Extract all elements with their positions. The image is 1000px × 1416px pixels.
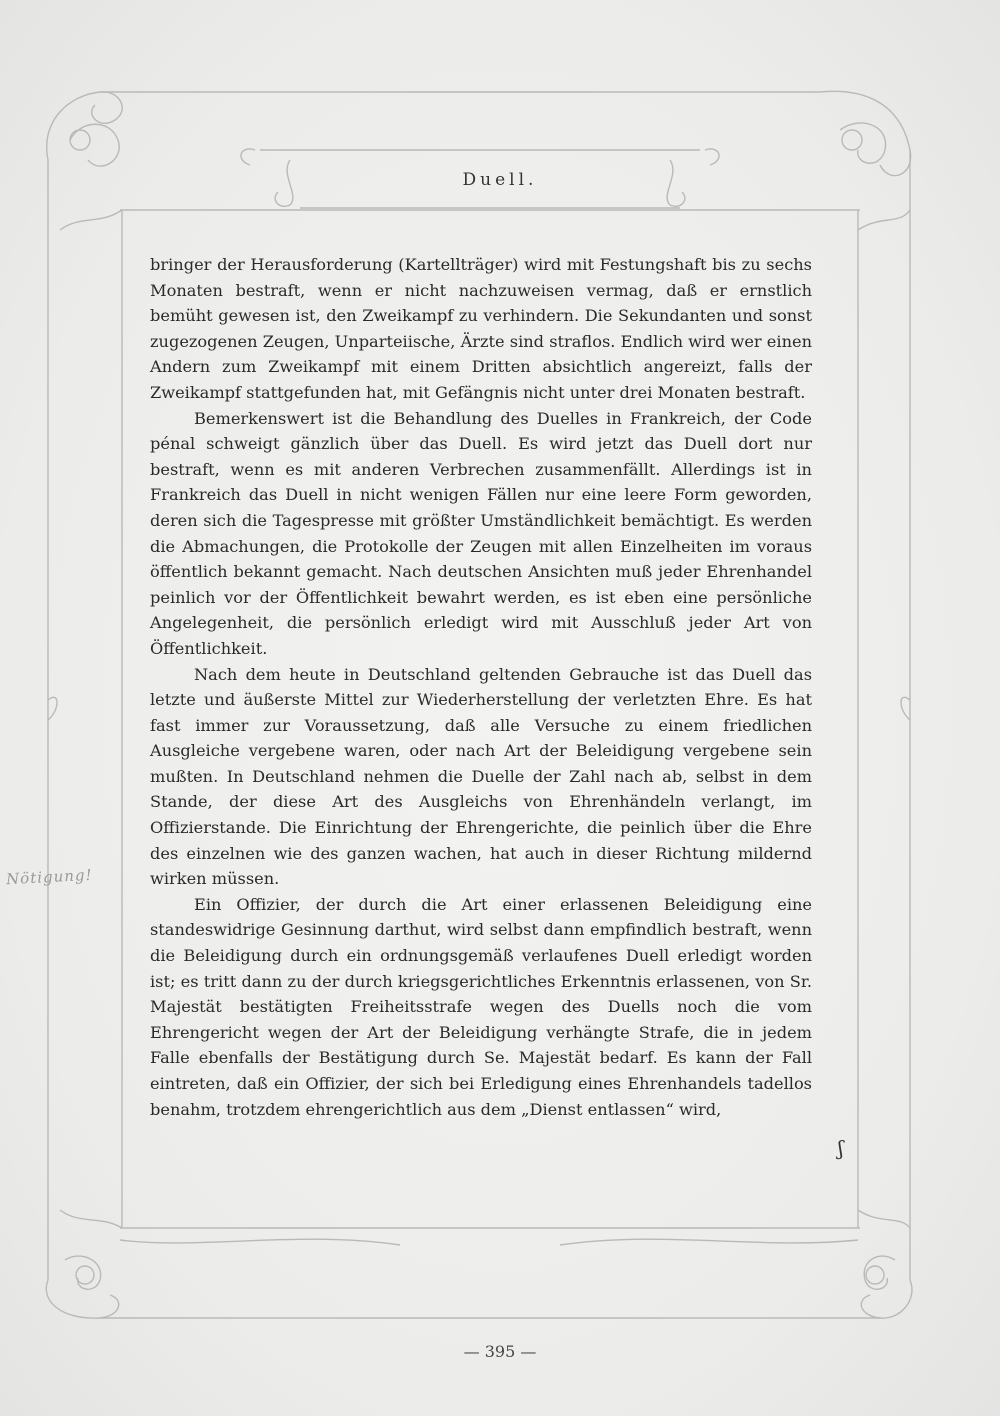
paragraph-2: Bemerkenswert ist die Behandlung des Duelles in Frankreich, der Code pénal schweigt gänzlich über das Duell. Es wird jetzt das Duell dort nur bestraft, wenn es mit anderen Verbrechen zusammenfällt. Allerdings ist in Frankreich das Duell in nicht wenigen Fällen nur eine leere Form geworden, deren sich die Tagespresse mit größter Umständlichkeit bemächtigt. Es werden die Abmachungen, die Protokolle der Zeugen mit allen Einzelheiten im voraus öffentlich bekannt gemacht. Nach deutschen Ansichten muß jeder Ehrenhandel peinlich vor der Öffentlichkeit bewahrt werden, es ist eben eine persönliche Angelegenheit, die persönlich erledigt wird mit Ausschluß jeder Art von Öffentlichkeit. bbox=[150, 408, 812, 658]
paragraph-3: Nach dem heute in Deutschland geltenden Gebrauche ist das Duell das letzte und äußerste Mittel zur Wiederherstellung der verletzten Ehre. Es hat fast immer zur Voraussetzung, daß alle Versuche zu einem friedlichen Ausgleiche vergebene waren, oder nach Art der Beleidigung vergebene sein mußten. In Deutschland nehmen die Duelle der Zahl nach ab, selbst in dem Stande, der diese Art des Ausgleichs von Ehrenhändeln verlangt, im Offizierstande. Die Einrichtung der Ehrengerichte, die peinlich über die Ehre des einzelnen wie des ganzen wachen, hat auch in dieser Richtung mildernd wirken müssen. bbox=[150, 664, 812, 889]
body-text bbox=[150, 252, 812, 1122]
paragraph-1: bringer der Herausforderung (Kartellträger) wird mit Festungshaft bis zu sechs Monaten bestraft, wenn er nicht nachzuweisen vermag, daß er ernstlich bemüht gewesen ist, den Zweikampf zu verhindern. Die Sekundanten und sonst zugezogenen Zeugen, Unparteiische, Ärzte sind straflos. Endlich wird wer einen Andern zum Zweikampf mit einem Dritten absichtlich angereizt, falls der Zweikampf stattgefunden hat, mit Gefängnis nicht unter drei Monaten bestraft. bbox=[150, 255, 812, 402]
page-header-title: Duell. bbox=[462, 170, 538, 190]
page-number: — 395 — bbox=[463, 1342, 537, 1361]
margin-annotation: Nötigung! bbox=[5, 865, 93, 889]
paragraph-4: Ein Offizier, der durch die Art einer erlassenen Beleidigung eine standeswidrige Gesinnung darthut, wird selbst dann empfindlich bestraft, wenn die Beleidigung durch ein ordnungsgemäß verlaufenes Duell erledigt worden ist; es tritt dann zu der durch kriegsgerichtliches Erkenntnis erlassenen, von Sr. Majestät bestätigten Freiheitsstrafe wegen des Duells noch die vom Ehrengericht wegen der Art der Beleidigung verhängte Strafe, die in jedem Falle ebenfalls der Bestätigung durch Se. Majestät bedarf. Es kann der Fall eintreten, daß ein Offizier, der sich bei Erledigung eines Ehrenhandels tadellos benahm, trotzdem ehrengerichtlich aus dem „Dienst entlassen“ wird, bbox=[150, 894, 812, 1119]
margin-mark: ʃ bbox=[838, 1136, 844, 1160]
